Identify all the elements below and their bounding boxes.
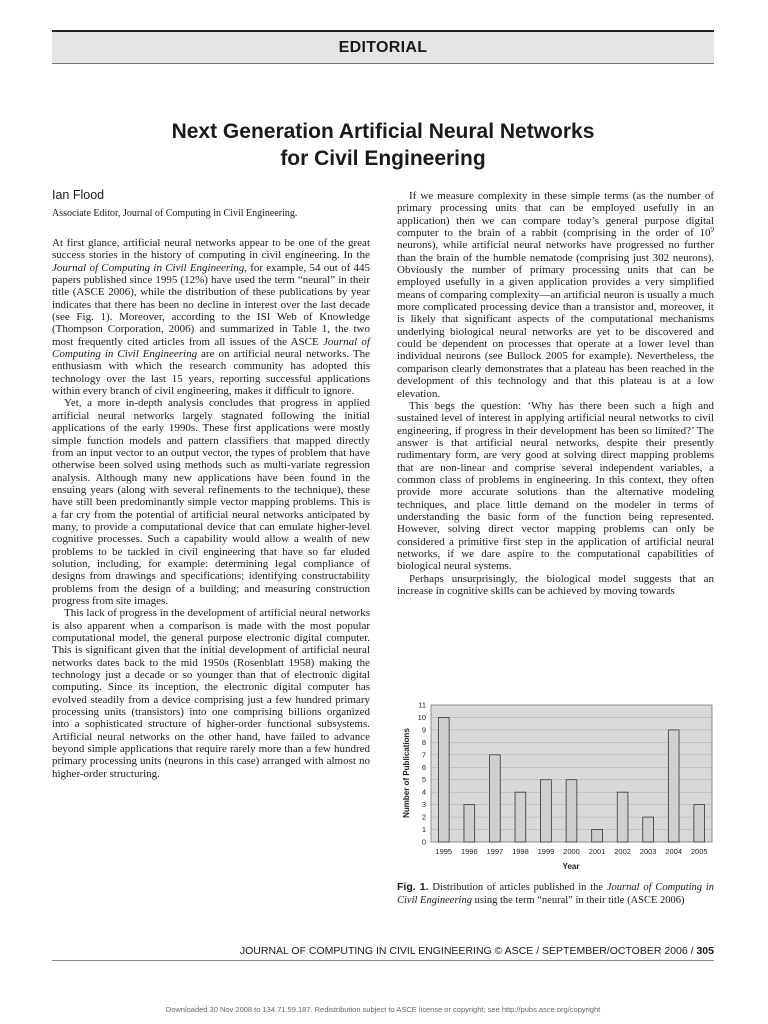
bar-1999 [541,780,552,842]
y-tick-label: 2 [421,812,426,822]
bar-2000 [566,780,577,842]
y-tick-label: 0 [421,837,426,847]
x-tick-label: 2001 [588,847,606,856]
section-label: EDITORIAL [338,38,428,56]
page-footer [52,945,714,957]
x-tick-label: 1999 [537,847,555,856]
title-line-2: for Civil Engineering [280,147,486,170]
body-column-left [52,237,370,780]
figure-label: Fig. 1. [397,881,429,893]
y-tick-label: 1 [421,825,426,835]
title-line-1: Next Generation Artificial Neural Networks [171,120,595,143]
journal-name: Journal of Computing in Civil Engineering [52,261,245,274]
x-tick-label: 2004 [665,847,683,856]
journal-footer-text: JOURNAL OF COMPUTING IN CIVIL ENGINEERING © ASCE / SEPTEMBER/OCTOBER 2006 / [239,945,697,957]
x-tick-label: 2003 [639,847,657,856]
section-header-band [52,30,714,64]
y-tick-label: 10 [417,712,426,722]
y-tick-label: 3 [421,800,426,810]
bar-2001 [592,830,603,842]
x-tick-label: 1998 [512,847,529,856]
footer-rule [52,960,714,961]
figure-caption: Fig. 1. Distribution of articles published in the Journal of Computing in Civil Engineering using the term “neural” in their title (ASCE 2006) [397,881,715,906]
paragraph: At first glance, artificial neural networks appear to be one of the great success stories in the history of computing in civil engineering. In the Journal of Computing in Civil Engineering, for example, 54 out of 445 papers published since 1995 (12%) have used the term “neural” in their title (ASCE 2006), while the distribution of these publications by year indicates that there has been no decline in interest over the last decade (see Fig. 1). Moreover, according to the ISI Web of Knowledge (Thompson Corporation, 2006) and summarized in Table 1, the two most frequently cited articles from all issues of the ASCE Journal of Computing in Civil Engineering are on artificial neural networks. The enthusiasm with which the research community has adopted this technology over the last 15 years, reporting successful applications within every branch of civil engineering, makes it difficult to ignore. [52,237,370,398]
y-tick-label: 6 [421,762,426,772]
y-axis-label: Number of Publications [402,728,411,818]
author-name: Ian Flood [52,188,105,202]
author-affiliation: Associate Editor, Journal of Computing in Civil Engineering. [52,208,298,219]
x-tick-label: 1995 [435,847,453,856]
y-tick-label: 8 [421,737,426,747]
bar-2005 [694,805,705,842]
x-tick-label: 1996 [460,847,478,856]
y-tick-label: 9 [421,725,426,735]
bar-2003 [643,817,654,842]
page-number: 305 [696,945,714,957]
bar-1996 [464,805,475,842]
x-tick-label: 2002 [614,847,631,856]
article-title [52,118,714,172]
paragraph: Perhaps unsurprisingly, the biological model suggests that an increase in cognitive skills can be achieved by moving towards [397,572,714,597]
x-tick-label: 2000 [563,847,580,856]
x-axis-label: Year [562,862,580,871]
x-tick-label: 1997 [486,847,504,856]
bar-1998 [515,792,526,842]
paragraph: Yet, a more in-depth analysis concludes that progress in applied artificial neural networks largely stagnated following the initial applications of the early 1990s. These first applications were mostly simple function models and pattern classifiers that mapped directly from an input vector to an output vector, the types of problem that have otherwise been solved using methods such as multi-variate regression analysis. Although many new applications have been found in the ensuing years (along with several refinements to the technique), these have still been predominantly simple vector mapping problems. This is a far cry from the potential of artificial neural networks anticipated by many, to provide a computational device that can emulate higher-level cognitive processes. Such a capability would allow a wealth of new problems to be tackled in civil engineering that have so far eluded solution, including, for example: determining legal compliance of designs from drawings and specifications; identifying constructability problems from the design of a building; and measuring construction progress from site images. [52,397,370,607]
download-note: Downloaded 30 Nov 2008 to 134.71.59.187. Redistribution subject to ASCE license or copyright; see http://pubs.asce.org/copyright [165,1005,601,1014]
body-column-right [397,190,714,597]
paragraph: This lack of progress in the development of artificial neural networks is also apparent when a comparison is made with the most popular computational model, the general purpose electronic digital computer. This is significant given that the initial development of artificial neural networks dates back to the mid 1950s (Rosenblatt 1958) making the technology just a decade or so younger than that of electronic digital computing. Since its inception, the electronic digital computer has evolved steadily from a device comprising just a few hundred primary processing units (transistors) into one comprising billions organized into a sophisticated structure of higher-order functional subsystems. Artificial neural networks on the other hand, have failed to advance beyond simple applications that require rarely more than a few hundred primary processing units (neurons in this case) arranged with almost no higher-order structuring. [52,607,370,780]
y-tick-label: 5 [421,775,426,785]
x-tick-label: 2005 [690,847,708,856]
journal-name: Journal of Computing in Civil Engineering [52,335,370,361]
bar-2002 [617,792,628,842]
publications-bar-chart [398,697,714,875]
paragraph: This begs the question: ‘Why has there been such a high and sustained level of interest in applying artificial neural networks to civil engineering, if progress in their development has been so limited?’ The answer is that artificial neural networks, despite their presently rudimentary form, are very good at solving direct mapping problems that are non-linear and comprise several independent variables, a common class of problems in engineering. In this context, they often provide more accurate solutions than the alternative modeling techniques, and place little demand on the modeler in terms of understanding the basic form of the function being represented. However, solving direct vector mapping problems can only be considered a primitive first step in the application of artificial neural networks, if we dare aspire to the computational capabilities of biological neural systems. [397,399,714,573]
y-tick-label: 11 [418,700,426,710]
y-tick-label: 4 [421,787,426,797]
bar-1995 [438,717,449,842]
bar-2004 [668,730,679,842]
journal-name: Journal of Computing in Civil Engineering [397,882,715,906]
bar-1997 [489,755,500,842]
paragraph: If we measure complexity in these simple terms (as the number of primary processing units that can be employed usefully in an application) then we can compare today’s general purpose digital computer to the brain of a rabbit (comprising in the order of $10^9$ neurons), while artificial neural networks have progressed no further than the brain of the humble nematode (comprising just 302 neurons). Obviously the number of primary processing units that can be employed usefully in a given application provides a very simplified means of comparing complexity—an artificial neuron is usually a much more complicated processing device than a transistor and, moreover, it is likely that significant aspects of the computational mechanisms underlying biological neural networks are yet to be discovered and could be dependent on processes that operate at a lower level than individual neurons (see Bullock 2005 for example). Nevertheless, the comparison clearly demonstrates that a plateau has been reached in the development of this technology and that this plateau is at a low elevation. [397,190,714,400]
y-tick-label: 7 [421,750,426,760]
